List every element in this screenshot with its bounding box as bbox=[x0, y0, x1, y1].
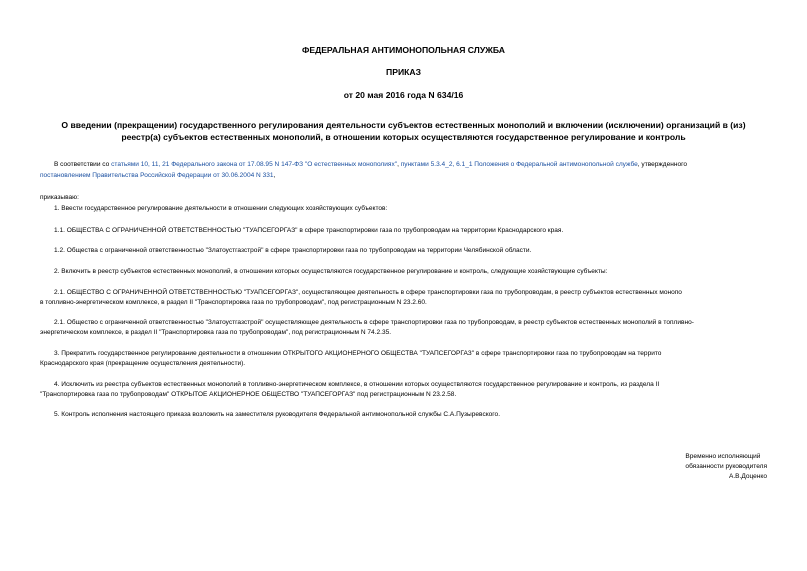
item-4-line-1: 4. Исключить из реестра субъектов естественных монополий в топливно-энергетическом комплексе, в отношении которых осуществляются государственное регулирование и контроль, из раздела II bbox=[54, 381, 660, 388]
regulation-link[interactable]: пунктами 5.3.4_2, 6.1_1 Положения о Федеральной антимонопольной службе bbox=[400, 161, 638, 168]
order-word: приказываю: bbox=[40, 194, 79, 201]
preamble-tail: , утвержденного bbox=[637, 161, 687, 168]
title-line-2: реестр(а) субъектов естественных монополий, в отношении которых осуществляются государственное регулирование и контроль bbox=[121, 131, 686, 142]
preamble-end: , bbox=[273, 172, 276, 179]
item-1-2: 1.2. Общества с ограниченной ответственностью "Златоустгазстрой" в сфере транспортировки газа по трубопроводам на территории Челябинской области. bbox=[54, 247, 532, 254]
preamble-line-2 bbox=[40, 171, 770, 181]
item-2-1-line-2: в топливно-энергетическом комплексе, в раздел II "Транспортировка газа по трубопроводам", под регистрационным N 23.2.60. bbox=[40, 299, 427, 306]
document-type: ПРИКАЗ bbox=[386, 67, 421, 77]
preamble-line-1 bbox=[54, 160, 770, 170]
preamble-lead: В соответствии со bbox=[54, 161, 112, 168]
preamble-sep: , bbox=[397, 161, 401, 168]
law-link[interactable]: статьями 10, 11, 21 Федерального закона от 17.08.95 N 147-ФЗ "О естественных монополиях" bbox=[111, 161, 398, 168]
item-3-line-1: 3. Прекратить государственное регулирование деятельности в отношении ОТКРЫТОГО АКЦИОНЕРНОГО ОБЩЕСТВА "ТУАПСЕГОРГАЗ" в сфере транспортировки газа по трубопроводам на террито bbox=[54, 350, 662, 357]
document-title bbox=[30, 120, 777, 143]
item-2-1-line-1: 2.1. ОБЩЕСТВО С ОГРАНИЧЕННОЙ ОТВЕТСТВЕННОСТЬЮ "ТУАПСЕГОРГАЗ", осуществляющее деятельность в сфере транспортировки газа по трубопроводам, в реестр субъектов естественных монопо bbox=[54, 289, 682, 296]
item-1: 1. Ввести государственное регулирование деятельности в отношении следующих хозяйствующих субъектов: bbox=[54, 205, 388, 212]
signature-block bbox=[685, 452, 767, 482]
document-date-number: от 20 мая 2016 года N 634/16 bbox=[343, 90, 464, 100]
signature-position-2: обязанности руководителя bbox=[685, 463, 767, 470]
item-2-1b-line-2: энергетическом комплексе, в раздел II "Транспортировка газа по трубопроводам", под регистрационным N 74.2.35. bbox=[40, 329, 392, 336]
agency-name: ФЕДЕРАЛЬНАЯ АНТИМОНОПОЛЬНАЯ СЛУЖБА bbox=[302, 45, 505, 55]
resolution-link[interactable]: постановлением Правительства Российской Федерации от 30.06.2004 N 331 bbox=[40, 172, 274, 179]
item-4-line-2: "Транспортировка газа по трубопроводам" ОТКРЫТОЕ АКЦИОНЕРНОЕ ОБЩЕСТВО "ТУАПСЕГОРГАЗ" под регистрационным N 23.2.58. bbox=[40, 391, 457, 398]
item-1-1: 1.1. ОБЩЕСТВА С ОГРАНИЧЕННОЙ ОТВЕТСТВЕННОСТЬЮ "ТУАПСЕГОРГАЗ" в сфере транспортировки газа по трубопроводам на территории Краснодарского края. bbox=[54, 227, 564, 234]
item-3-line-2: Краснодарского края (прекращение осуществления деятельности). bbox=[40, 360, 246, 367]
title-line-1: О введении (прекращении) государственного регулирования деятельности субъектов естественных монополий и включении (исключении) организаций в (из) bbox=[61, 120, 746, 130]
item-5: 5. Контроль исполнения настоящего приказа возложить на заместителя руководителя Федеральной антимонопольной службы С.А.Пузыревского. bbox=[54, 411, 501, 418]
item-2-1b-line-1: 2.1. Общество с ограниченной ответственностью "Златоустгазстрой" осуществляющее деятельность в сфере транспортировки газа по трубопроводам, в реестр субъектов естественных монополий в топливно- bbox=[54, 319, 694, 326]
signature-name: А.В.Доценко bbox=[728, 473, 767, 480]
item-2: 2. Включить в реестр субъектов естественных монополий, в отношении которых осуществляются государственное регулирование и контроль, следующие хозяйствующие субъекты: bbox=[54, 268, 608, 275]
signature-position-1: Временно исполняющий bbox=[685, 453, 761, 460]
